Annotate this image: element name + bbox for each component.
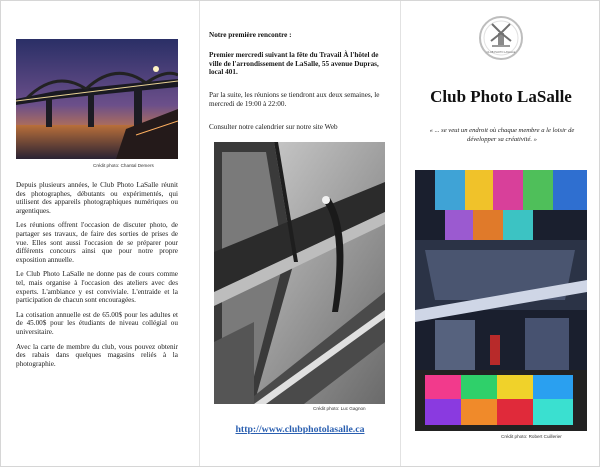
logo-text: CLUB PHOTO LASALLE	[486, 51, 516, 54]
meetings-paragraph: Les réunions offrent l'occasion de discuter photo, de partager ses travaux, de faire des sorties de prises de vue. Elles sont aussi l'occasion de se préparer pour différents concours ainsi que pour notre propre exposition annuelle.	[16, 221, 178, 264]
architecture-bw-photo	[214, 142, 385, 404]
club-logo	[478, 15, 524, 61]
workshops-paragraph: Le Club Photo LaSalle ne donne pas de cours comme tel, mais organise à l'occasion des ateliers avec des experts. L'ambiance y est conviviale. L'entraide et la participation de chacun sont encouragées.	[16, 270, 178, 305]
website-link[interactable]: http://www.clubphotolasalle.ca	[235, 424, 365, 435]
calendar-note: Consulter notre calendrier sur notre site Web	[209, 123, 338, 131]
left-body-text	[16, 181, 178, 374]
first-meeting-heading: Notre première rencontre :	[209, 31, 292, 39]
bridge-night-photo	[16, 39, 178, 159]
intro-paragraph: Depuis plusieurs années, le Club Photo LaSalle réunit des photographes, débutants ou expérimentés, qui utilisent des appareils photographiques numériques ou argentiques.	[16, 181, 178, 215]
fold-line-right	[400, 1, 401, 466]
club-title: Club Photo LaSalle	[430, 87, 572, 106]
club-quote: « ... se veut un endroit où chaque membre a le loisir de développer sa créativité. »	[429, 127, 575, 143]
colorful-interior-photo	[415, 170, 587, 431]
fold-line-left	[199, 1, 200, 466]
middle-photo-credit: Crédit photo: Luc Gagnon	[313, 406, 366, 411]
discounts-paragraph: Avec la carte de membre du club, vous pouvez obtenir des rabais dans quelques magasins reliés à la photographie.	[16, 342, 178, 368]
meeting-details: Premier mercredi suivant la fête du Travail À l'hôtel de ville de l'arrondissement de LaSalle, 55 avenue Dupras, local 401.	[209, 51, 379, 77]
meeting-schedule: Par la suite, les réunions se tiendront aux deux semaines, le mercredi de 19:00 à 22:00.	[209, 91, 380, 108]
fees-paragraph: La cotisation annuelle est de 65.00$ pour les adultes et de 45.00$ pour les étudiants de niveau collégial ou universitaire.	[16, 310, 178, 336]
left-photo-credit: Crédit photo: Chantal Demers	[93, 163, 154, 168]
right-photo-credit: Crédit photo: Robert Cuillerier	[501, 434, 562, 439]
